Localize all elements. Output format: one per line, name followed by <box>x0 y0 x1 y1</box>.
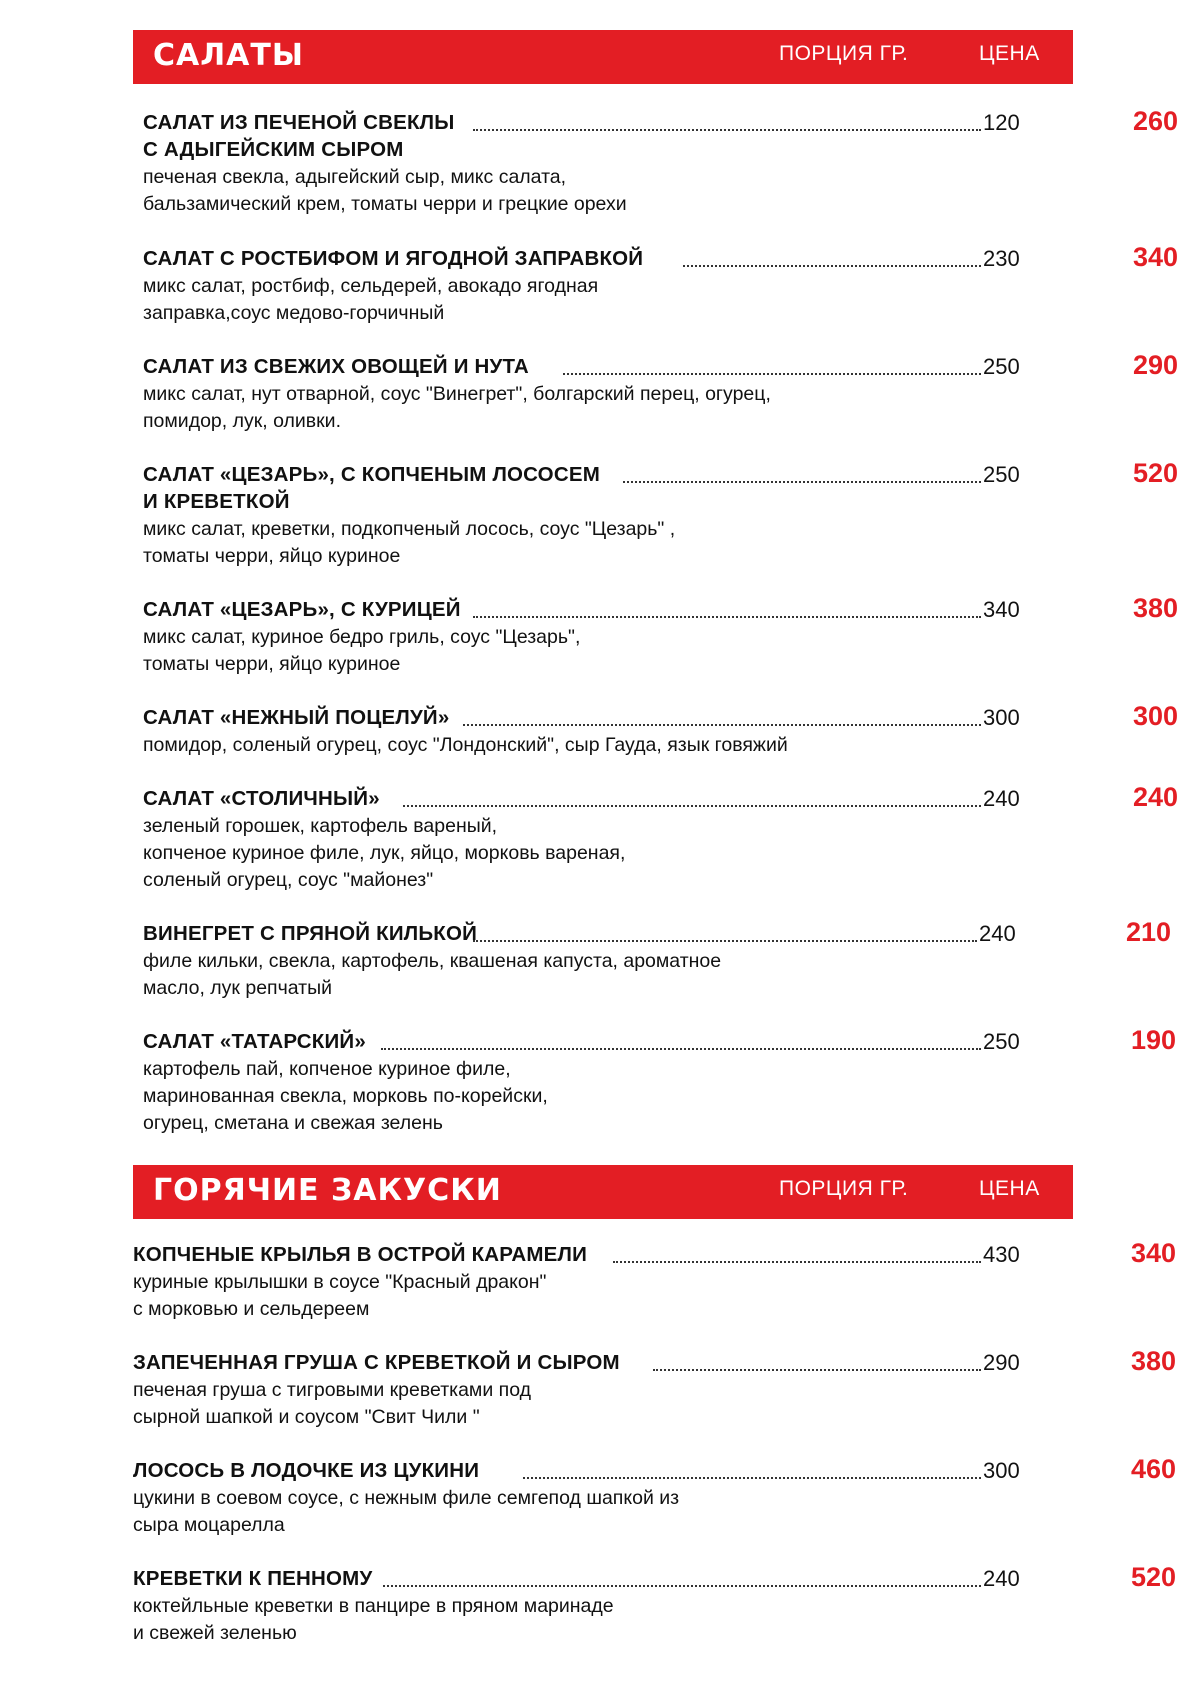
item-name: ЛОСОСЬ В ЛОДОЧКЕ ИЗ ЦУКИНИ <box>133 1457 833 1484</box>
item-description: печеная груша с тигровыми креветками под сырной шапкой и соусом "Свит Чили " <box>133 1379 531 1428</box>
dotted-leader <box>383 1585 981 1587</box>
dotted-leader <box>473 129 981 131</box>
section-header-hot-appetizers <box>133 1165 1073 1219</box>
item-name: ВИНЕГРЕТ С ПРЯНОЙ КИЛЬКОЙ <box>143 920 843 947</box>
item-portion: 340 <box>983 597 1020 622</box>
item-name-line2: И КРЕВЕТКОЙ <box>143 490 294 513</box>
item-name: САЛАТ «ЦЕЗАРЬ», С КУРИЦЕЙ <box>143 596 843 623</box>
portion-column-label: ПОРЦИЯ ГР. <box>779 42 909 65</box>
item-name: САЛАТ «НЕЖНЫЙ ПОЦЕЛУЙ» <box>143 704 843 731</box>
dotted-leader <box>473 616 981 618</box>
item-description: куриные крылышки в соусе "Красный дракон" с морковью и сельдереем <box>133 1271 547 1320</box>
item-price: 520 <box>1133 458 1179 488</box>
dotted-leader <box>381 1048 981 1050</box>
item-name-line2: С АДЫГЕЙСКИМ СЫРОМ <box>143 138 408 161</box>
item-price: 520 <box>1131 1562 1177 1592</box>
item-price: 380 <box>1131 1346 1177 1376</box>
section-header-salads <box>133 30 1073 84</box>
section-title: ГОРЯЧИЕ ЗАКУСКИ <box>153 1173 502 1208</box>
dotted-leader <box>613 1261 981 1263</box>
item-price: 340 <box>1133 242 1179 272</box>
item-price: 210 <box>1126 917 1172 947</box>
item-name: САЛАТ «ЦЕЗАРЬ», С КОПЧЕНЫМ ЛОСОСЕМ И КРЕВЕТКОЙ <box>143 461 843 515</box>
item-description: микс салат, нут отварной, соус "Винегрет", болгарский перец, огурец, помидор, лук, оливки. <box>143 383 771 432</box>
item-name: САЛАТ «ТАТАРСКИЙ» <box>143 1028 843 1055</box>
dotted-leader <box>403 805 981 807</box>
item-name: САЛАТ «СТОЛИЧНЫЙ» <box>143 785 843 812</box>
item-description: цукини в соевом соусе, с нежным филе семгепод шапкой из сыра моцарелла <box>133 1487 680 1536</box>
item-portion: 240 <box>983 1566 1020 1591</box>
dotted-leader <box>653 1369 981 1371</box>
item-price: 340 <box>1131 1238 1177 1268</box>
item-name: САЛАТ ИЗ ПЕЧЕНОЙ СВЕКЛЫ С АДЫГЕЙСКИМ СЫРОМ <box>143 109 843 163</box>
item-name: САЛАТ ИЗ СВЕЖИХ ОВОЩЕЙ И НУТА <box>143 353 843 380</box>
item-name: КОПЧЕНЫЕ КРЫЛЬЯ В ОСТРОЙ КАРАМЕЛИ <box>133 1241 833 1268</box>
item-price: 240 <box>1133 782 1179 812</box>
item-price: 290 <box>1133 350 1179 380</box>
item-description: коктейльные креветки в панцире в пряном маринаде и свежей зеленью <box>133 1595 614 1644</box>
dotted-leader <box>463 724 981 726</box>
price-column-label: ЦЕНА <box>979 1177 1040 1200</box>
item-description: зеленый горошек, картофель вареный, копченое куриное филе, лук, яйцо, морковь вареная, соленый огурец, соус "майонез" <box>143 815 626 891</box>
item-description: картофель пай, копченое куриное филе, маринованная свекла, морковь по-корейски, огурец, сметана и свежая зелень <box>143 1058 548 1134</box>
item-price: 190 <box>1131 1025 1177 1055</box>
dotted-leader <box>563 373 981 375</box>
item-price: 260 <box>1133 106 1179 136</box>
item-portion: 290 <box>983 1350 1020 1375</box>
item-portion: 250 <box>983 1029 1020 1054</box>
dotted-leader <box>523 1477 981 1479</box>
price-column-label: ЦЕНА <box>979 42 1040 65</box>
item-description: микс салат, ростбиф, сельдерей, авокадо ягодная заправка,соус медово-горчичный <box>143 275 599 324</box>
item-name: КРЕВЕТКИ К ПЕННОМУ <box>133 1565 833 1592</box>
item-portion: 300 <box>983 705 1020 730</box>
item-name: ЗАПЕЧЕННАЯ ГРУША С КРЕВЕТКОЙ И СЫРОМ <box>133 1349 833 1376</box>
item-portion: 250 <box>983 462 1020 487</box>
dotted-leader <box>473 940 977 942</box>
item-portion: 240 <box>983 786 1020 811</box>
item-portion: 120 <box>983 110 1020 135</box>
item-price: 460 <box>1131 1454 1177 1484</box>
item-price: 380 <box>1133 593 1179 623</box>
dotted-leader <box>623 481 981 483</box>
item-portion: 300 <box>983 1458 1020 1483</box>
item-price: 300 <box>1133 701 1179 731</box>
item-portion: 230 <box>983 246 1020 271</box>
dotted-leader <box>683 265 981 267</box>
item-portion: 240 <box>979 921 1016 946</box>
item-description: филе кильки, свекла, картофель, квашеная капуста, ароматное масло, лук репчатый <box>143 950 722 999</box>
item-description: микс салат, куриное бедро гриль, соус "Цезарь", томаты черри, яйцо куриное <box>143 626 581 675</box>
item-portion: 250 <box>983 354 1020 379</box>
item-description: помидор, соленый огурец, соус "Лондонский", сыр Гауда, язык говяжий <box>143 734 788 756</box>
item-portion: 430 <box>983 1242 1020 1267</box>
section-title: САЛАТЫ <box>153 38 304 73</box>
portion-column-label: ПОРЦИЯ ГР. <box>779 1177 909 1200</box>
item-name: САЛАТ С РОСТБИФОМ И ЯГОДНОЙ ЗАПРАВКОЙ <box>143 245 843 272</box>
item-description: микс салат, креветки, подкопченый лосось, соус "Цезарь" , томаты черри, яйцо куриное <box>143 518 676 567</box>
item-description: печеная свекла, адыгейский сыр, микс салата, бальзамический крем, томаты черри и грецкие орехи <box>143 166 627 215</box>
